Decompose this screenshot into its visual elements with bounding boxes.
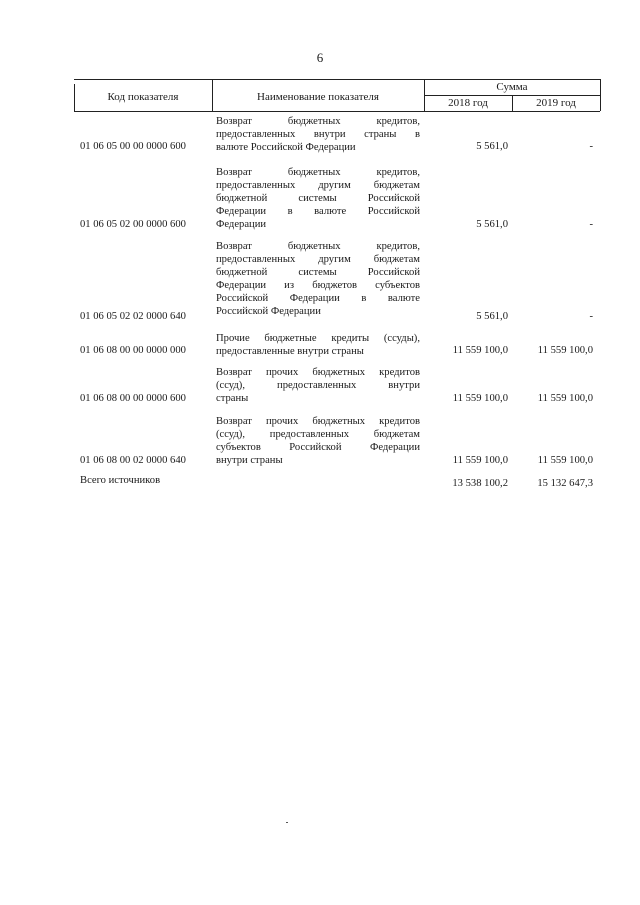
scan-speck [286, 822, 288, 823]
row-name: Возврат прочих бюджетных кредитов (ссуд), предоставленных бюджетам субъектов Российской Федерации внутри страны [216, 416, 420, 466]
row-code: 01 06 05 02 00 0000 600 [80, 219, 186, 230]
row-code: 01 06 05 02 02 0000 640 [80, 311, 186, 322]
row-value-2019: - [589, 219, 593, 230]
row-code: 01 06 08 00 00 0000 600 [80, 393, 186, 404]
row-value-2019: - [589, 311, 593, 322]
header-top-rule [74, 79, 600, 80]
row-value-2018: 11 559 100,0 [452, 345, 508, 356]
row-value-2019: - [589, 141, 593, 152]
row-value-2018: 11 559 100,0 [452, 455, 508, 466]
header-2019: 2019 год [536, 97, 576, 109]
header-code: Код показателя [107, 91, 179, 103]
total-value-2019: 15 132 647,3 [537, 478, 593, 489]
page-number: 6 [316, 50, 324, 65]
row-value-2018: 5 561,0 [476, 219, 508, 230]
row-value-2019: 11 559 100,0 [537, 393, 593, 404]
total-value-2018: 13 538 100,2 [452, 478, 508, 489]
row-code: 01 06 08 00 02 0000 640 [80, 455, 186, 466]
row-value-2019: 11 559 100,0 [537, 455, 593, 466]
row-name: Возврат бюджетных кредитов, предоставленных другим бюджетам бюджетной системы Российской Федерации в валюте Российской Федерации [216, 167, 420, 230]
row-code: 01 06 08 00 00 0000 000 [80, 345, 186, 356]
total-label: Всего источников [80, 475, 161, 486]
row-value-2019: 11 559 100,0 [537, 345, 593, 356]
header-name: Наименование показателя [257, 91, 379, 103]
row-name: Прочие бюджетные кредиты (ссуды), предоставленные внутри страны [216, 333, 420, 357]
row-name: Возврат бюджетных кредитов, предоставленных внутри страны в валюте Российской Федерации [216, 116, 420, 153]
row-value-2018: 11 559 100,0 [452, 393, 508, 404]
header-sum: Сумма [496, 81, 528, 93]
row-value-2018: 5 561,0 [476, 141, 508, 152]
row-name: Возврат бюджетных кредитов, предоставленных другим бюджетам бюджетной системы Российской Федерации из бюджетов субъектов Российской Федерации в валюте Российской Федерации [216, 241, 420, 317]
header-2018: 2018 год [448, 97, 488, 109]
row-value-2018: 5 561,0 [476, 311, 508, 322]
row-code: 01 06 05 00 00 0000 600 [80, 141, 186, 152]
header-right-border [600, 79, 601, 111]
header-bottom-rule [74, 111, 600, 112]
row-name: Возврат прочих бюджетных кредитов (ссуд), предоставленных внутри страны [216, 367, 420, 404]
